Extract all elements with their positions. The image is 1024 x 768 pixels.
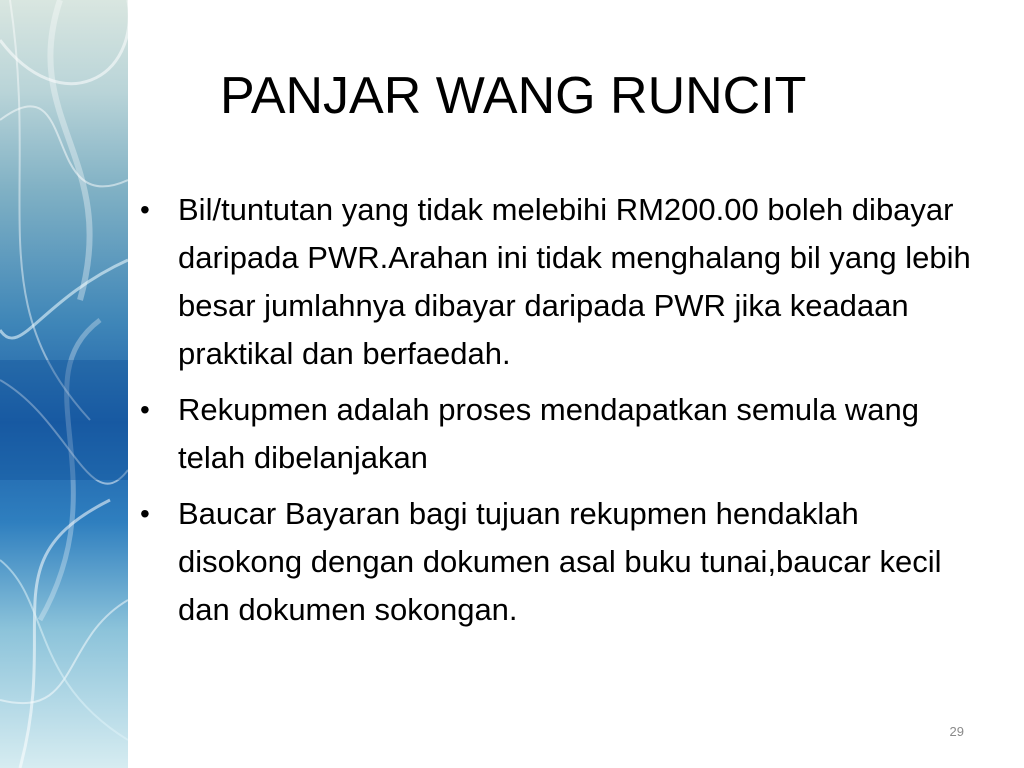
slide-title: PANJAR WANG RUNCIT [220, 67, 807, 125]
decorative-side-artwork [0, 0, 128, 768]
bullet-text: Bil/tuntutan yang tidak melebihi RM200.00 boleh dibayar daripada PWR.Arahan ini tidak menghalang bil yang lebih besar jumlahnya dibayar daripada PWR jika keadaan praktikal dan berfaedah. [178, 192, 971, 371]
bullet-item [136, 386, 976, 482]
bullet-text: Baucar Bayaran bagi tujuan rekupmen hendaklah disokong dengan dokumen asal buku tunai,baucar kecil dan dokumen sokongan. [178, 496, 942, 627]
bullet-item [136, 490, 976, 634]
bullet-item [136, 186, 976, 378]
abstract-swirl-graphic [0, 0, 128, 768]
bullet-marker: • [140, 194, 150, 225]
bullet-list [136, 186, 976, 642]
bullet-marker: • [140, 498, 150, 529]
bullet-marker: • [140, 394, 150, 425]
bullet-text: Rekupmen adalah proses mendapatkan semula wang telah dibelanjakan [178, 392, 920, 475]
page-number: 29 [949, 724, 964, 739]
